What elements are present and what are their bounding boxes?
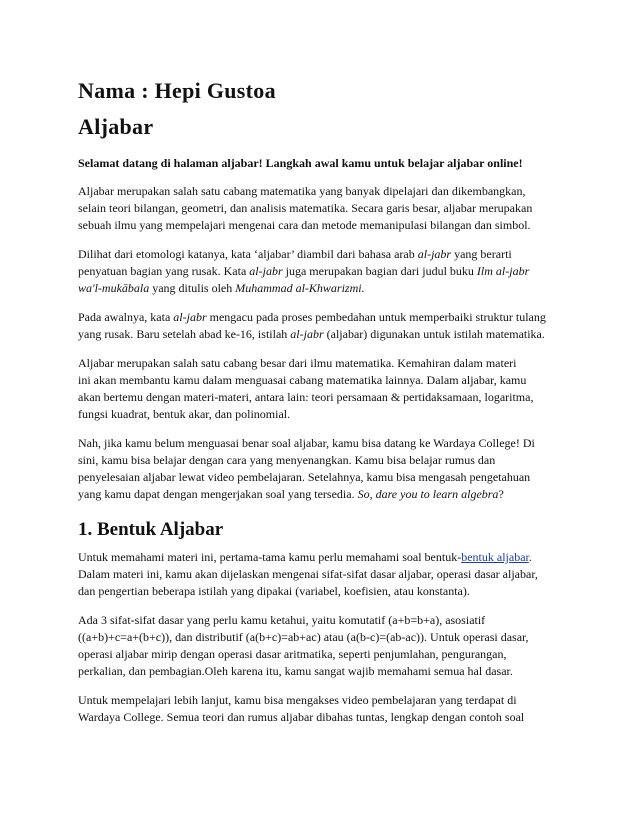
- text-line: dan pengertian beberapa istilah yang dipakai (variabel, koefisien, atau konstanta).: [78, 584, 470, 598]
- document-page: [78, 78, 572, 726]
- intro-text: Selamat datang di halaman aljabar! Langkah awal kamu untuk belajar aljabar online!: [78, 156, 523, 170]
- text-line: Wardaya College. Semua teori dan rumus aljabar dibahas tuntas, lengkap dengan contoh soal: [78, 710, 525, 724]
- paragraph-wardaya: [78, 435, 572, 503]
- text-line: sini, kamu bisa belajar dengan cara yang menyenangkan. Kamu bisa belajar rumus dan: [78, 453, 496, 467]
- text-line: yang kamu dapat dengan mengerjakan soal yang tersedia. So, dare you to learn algebra?: [78, 487, 504, 501]
- paragraph-bentuk: [78, 549, 572, 600]
- text-line: Dilihat dari etomologi katanya, kata ‘aljabar’ diambil dari bahasa arab al-jabr yang berarti: [78, 247, 512, 261]
- text-line: Dalam materi ini, kamu akan dijelaskan mengenai sifat-sifat dasar aljabar, operasi dasar aljabar,: [78, 567, 538, 581]
- paragraph-etymology: [78, 246, 572, 297]
- paragraph-sifat: [78, 612, 572, 680]
- text-line: Aljabar merupakan salah satu cabang matematika yang banyak dipelajari dan dikembangkan,: [78, 184, 526, 198]
- text-line: perkalian, dan pembagian.Oleh karena itu, kamu sangat wajib memahami semua hal dasar.: [78, 664, 513, 678]
- author-name: Nama : Hepi Gustoa: [78, 78, 276, 103]
- text-line: penyatuan bagian yang rusak. Kata al-jabr juga merupakan bagian dari judul buku Ilm al-jabr: [78, 264, 530, 278]
- text-line: yang rusak. Baru setelah abad ke-16, istilah al-jabr (aljabar) digunakan untuk istilah matematika.: [78, 327, 545, 341]
- text-line: Untuk mempelajari lebih lanjut, kamu bisa mengakses video pembelajaran yang terdapat di: [78, 693, 517, 707]
- text-line: Pada awalnya, kata al-jabr mengacu pada proses pembedahan untuk memperbaiki struktur tulang: [78, 310, 546, 324]
- text-line: sebuah ilmu yang mempelajari mengenai cara dan metode memanipulasi bilangan dan simbol.: [78, 218, 531, 232]
- text-line: ini akan membantu kamu dalam menguasai cabang matematika lainnya. Dalam aljabar, kamu: [78, 373, 527, 387]
- paragraph-history: [78, 309, 572, 343]
- section-heading-bentuk-aljabar: 1. Bentuk Aljabar: [78, 519, 224, 540]
- paragraph-definition: [78, 183, 572, 234]
- page-title: Aljabar: [78, 114, 154, 139]
- text-line: fungsi kuadrat, bentuk akar, dan polinomial.: [78, 407, 291, 421]
- text-line: Ada 3 sifat-sifat dasar yang perlu kamu ketahui, yaitu komutatif (a+b=b+a), asosiatif: [78, 613, 486, 627]
- text-line: wa'l-mukābala yang ditulis oleh Muhammad al-Khwarizmi.: [78, 281, 365, 295]
- text-line: operasi aljabar mirip dengan operasi dasar aritmatika, seperti penjumlahan, pengurangan,: [78, 647, 507, 661]
- text-line: Untuk memahami materi ini, pertama-tama kamu perlu memahami soal bentuk-bentuk aljabar.: [78, 550, 532, 564]
- text-line: selain teori bilangan, geometri, dan analisis matematika. Secara garis besar, aljabar merupakan: [78, 201, 533, 215]
- paragraph-video: [78, 692, 572, 726]
- text-line: ((a+b)+c=a+(b+c)), dan distributif (a(b+c)=ab+ac) atau (a(b-c)=(ab-ac)). Untuk operasi dasar,: [78, 630, 529, 644]
- text-line: Aljabar merupakan salah satu cabang besar dari ilmu matematika. Kemahiran dalam materi: [78, 356, 517, 370]
- text-line: Nah, jika kamu belum menguasai benar soal aljabar, kamu bisa datang ke Wardaya College! Di: [78, 436, 535, 450]
- text-line: penyelesaian aljabar lewat video pembelajaran. Setelahnya, kamu bisa mengasah pengetahuan: [78, 470, 531, 484]
- paragraph-branches: [78, 355, 572, 423]
- bentuk-aljabar-link[interactable]: bentuk aljabar: [461, 550, 529, 564]
- text-line: akan bertemu dengan materi-materi, antara lain: teori persamaan & pertidaksamaan, logaritma,: [78, 390, 534, 404]
